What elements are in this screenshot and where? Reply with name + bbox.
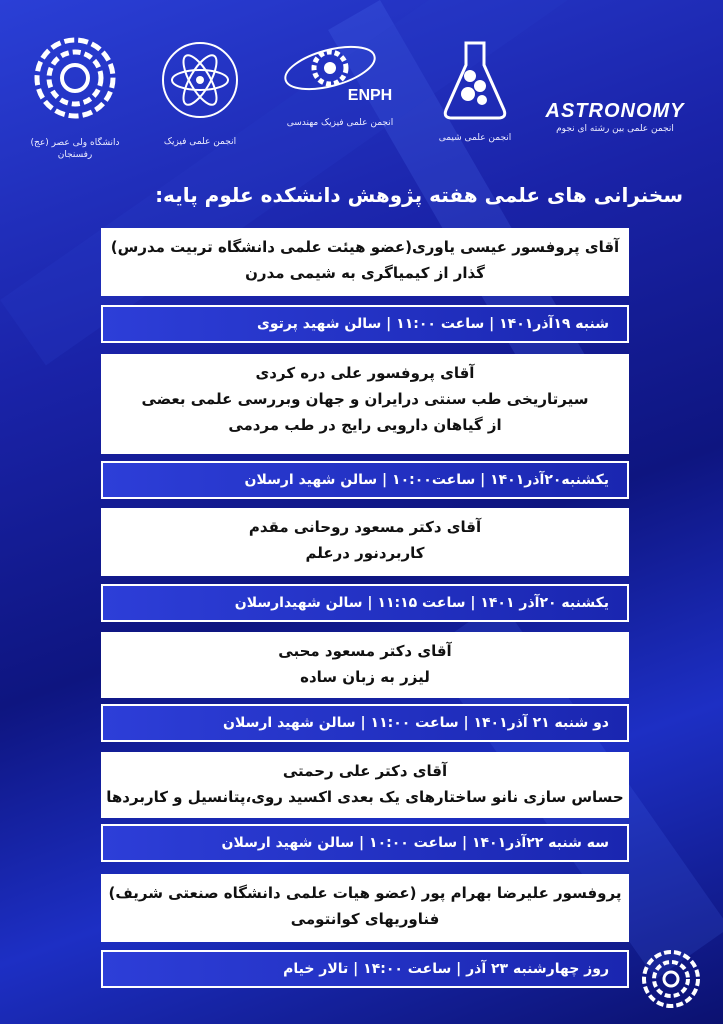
flask-icon: [440, 38, 510, 128]
lecture-topic: کاربردنور درعلم: [305, 544, 425, 562]
lecture-speaker: آقای دکتر مسعود روحانی مقدم: [248, 518, 482, 536]
lecture-speaker: آقای پروفسور عیسی یاوری(عضو هیئت علمی دانشگاه تربیت مدرس): [110, 238, 620, 256]
lecture-speaker: آقای پروفسور علی دره کردی: [255, 364, 475, 382]
lecture-card: [101, 508, 629, 576]
lecture-topic: لیزر به زبان ساده: [300, 668, 430, 686]
university-logo: [20, 35, 130, 161]
astronomy-logo: [535, 100, 695, 135]
lecture-speaker: آقای دکتر علی رحمتی: [282, 762, 448, 780]
lecture-schedule: یکشنبه۲۰آذر۱۴۰۱ | ساعت۱۰:۰۰ | سالن شهید ارسلان: [101, 461, 629, 499]
lecture-schedule: شنبه ۱۹آذر۱۴۰۱ | ساعت ۱۱:۰۰ | سالن شهید پرتوی: [101, 305, 629, 343]
atom-icon: [160, 40, 240, 120]
lecture-card: [101, 228, 629, 296]
lecture-schedule: یکشنبه ۲۰آذر ۱۴۰۱ | ساعت ۱۱:۱۵ | سالن شهیدارسلان: [101, 584, 629, 622]
lecture-topic: گذار از کیمیاگری به شیمی مدرن: [245, 264, 485, 282]
physics-caption: انجمن علمی فیزیک: [163, 137, 237, 147]
chemistry-caption: انجمن علمی شیمی: [438, 133, 512, 143]
physics-logo: [150, 40, 250, 148]
lecture-topic: فناوریهای کوانتومی: [290, 910, 440, 928]
astronomy-logo-text: ASTRONOMY: [545, 100, 685, 122]
lecture-card: [101, 632, 629, 698]
lecture-topic: حساس سازی نانو ساختارهای یک بعدی اکسید روی،پتانسیل و کاربردها: [106, 788, 624, 806]
chemistry-logo: [420, 38, 530, 144]
lecture-speaker: آقای دکتر مسعود محبی: [278, 642, 452, 660]
lecture-schedule: سه شنبه ۲۲آذر۱۴۰۱ | ساعت ۱۰:۰۰ | سالن شهید ارسلان: [101, 824, 629, 862]
page-title: سخنرانی های علمی هفته پژوهش دانشکده علوم پایه:: [155, 183, 683, 207]
lecture-card: [101, 874, 629, 942]
lecture-card: [101, 354, 629, 454]
university-emblem-icon: [640, 948, 702, 1010]
lecture-schedule: دو شنبه ۲۱ آذر۱۴۰۱ | ساعت ۱۱:۰۰ | سالن شهید ارسلان: [101, 704, 629, 742]
astronomy-caption: انجمن علمی بین رشته ای نجوم: [556, 124, 674, 134]
enph-logo: [270, 30, 410, 129]
logo-row: [0, 30, 723, 180]
lecture-topic: سیرتاریخی طب سنتی درایران و جهان وبررسی علمی بعضی از گیاهان دارویی رایج در طب مردمی: [141, 390, 589, 434]
knot-emblem-icon: [32, 35, 118, 121]
university-caption: دانشگاه ولی عصر (عج) رفسنجان: [30, 138, 120, 160]
lecture-speaker: پروفسور علیرضا بهرام پور (عضو هیات علمی دانشگاه صنعتی شریف): [108, 884, 622, 902]
enph-caption: انجمن علمی فیزیک مهندسی: [286, 118, 394, 128]
lecture-schedule: روز چهارشنبه ۲۳ آذر | ساعت ۱۴:۰۰ | تالار خیام: [101, 950, 629, 988]
lecture-card: [101, 752, 629, 818]
enph-logo-text: ENPH: [347, 87, 393, 104]
